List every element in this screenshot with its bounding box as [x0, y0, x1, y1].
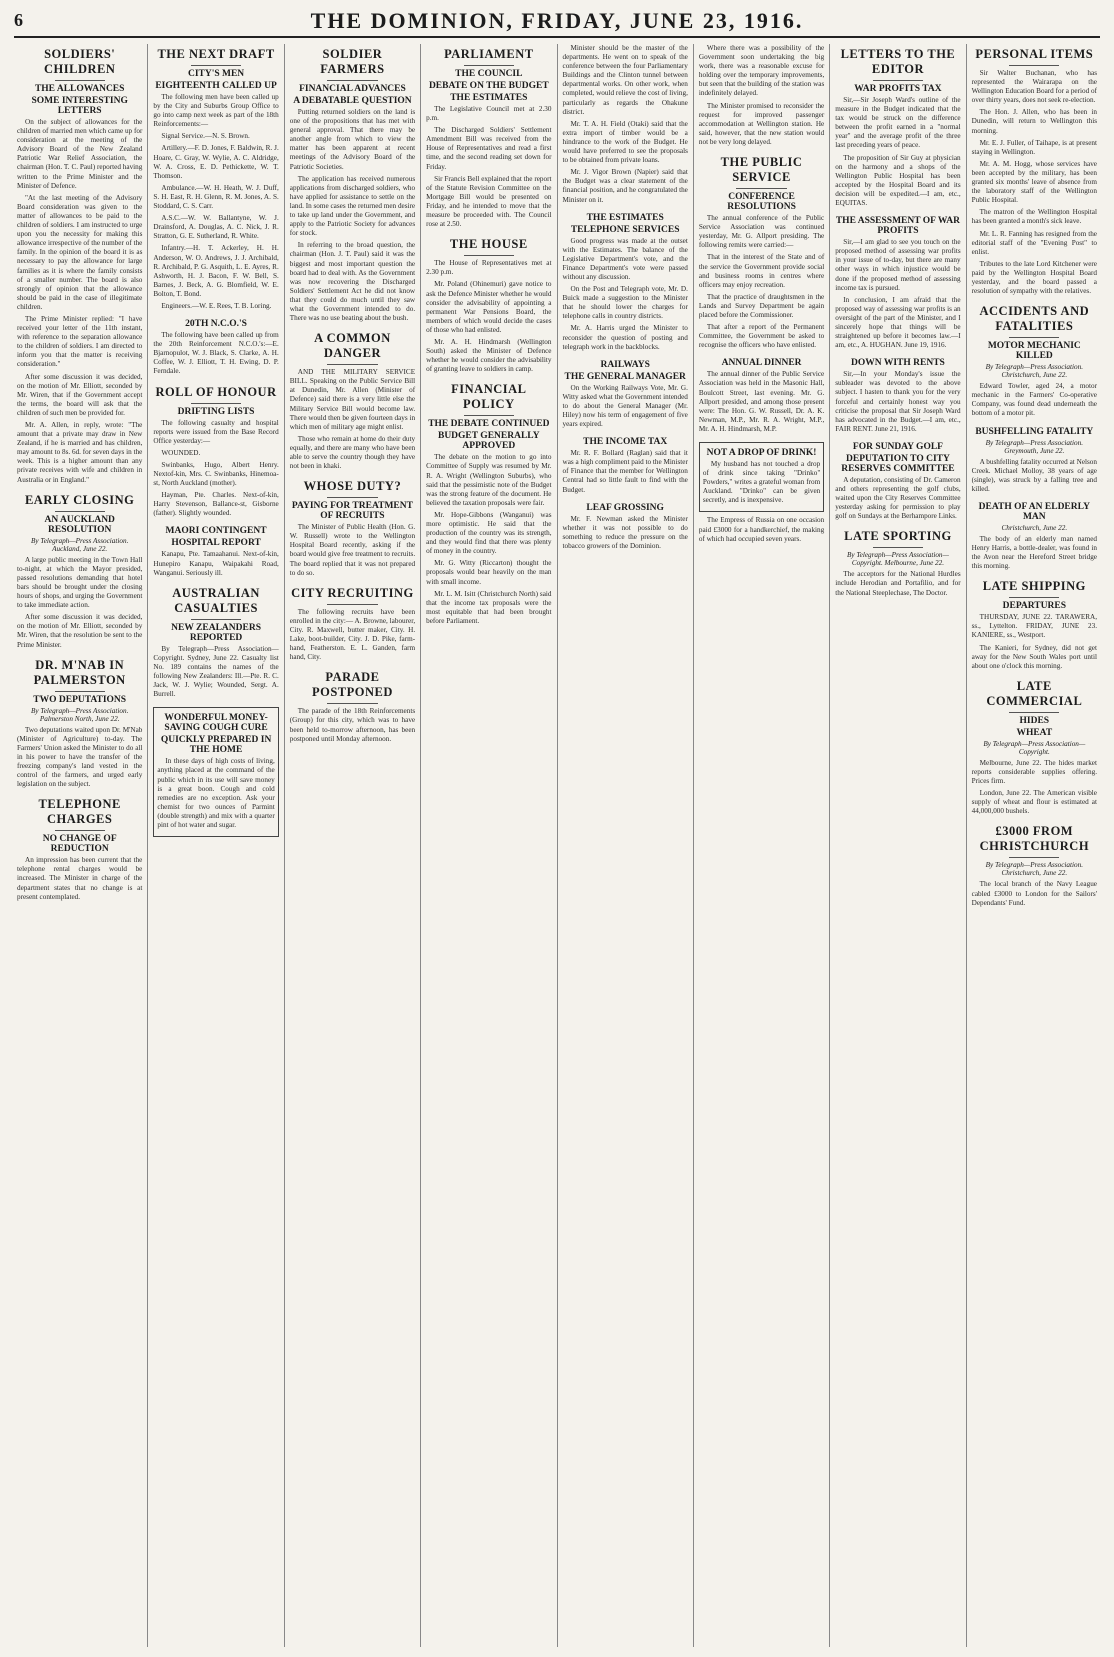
article-subheading: WONDERFUL MONEY-SAVING COUGH CURE [164, 713, 268, 734]
article-paragraph: On the Working Railways Vote, Mr. G. Witty asked what the Government intended to do about the General Manager (Mr. Hiley) now his term of engagement of five years expired. [562, 383, 688, 429]
headline-rule [873, 80, 923, 81]
article-subheading: EIGHTEENTH CALLED UP [155, 81, 277, 91]
article-byline: By Telegraph—Press Association. Auckland, June 22. [31, 536, 129, 553]
article [699, 358, 824, 434]
article-headline: FINANCIAL POLICY [451, 382, 527, 412]
article-paragraph: Kanapu, Pte. Tamaahanui. Next-of-kin, Hunepiro Kanapu, Waipakahi Road, Wanganui. Seriously ill. [153, 550, 279, 577]
article-subheading: NEW ZEALANDERS REPORTED [171, 622, 261, 643]
article-paragraph: London, June 22. The American visible supply of wheat and flour is estimated at 44,000,000 bushels. [971, 789, 1097, 816]
article-headline: LATE SHIPPING [982, 579, 1086, 594]
article-paragraph: That the practice of draughtsmen in the Lands and Survey Department be again placed before the Commissioner. [698, 292, 825, 319]
article [290, 331, 415, 471]
article-paragraph: The Empress of Russia on one occasion paid £3000 for a handkerchief, the making of which had occupied seven years. [698, 516, 825, 543]
article-subheading: SOME INTERESTING LETTERS [31, 96, 128, 116]
article-subheading: HOSPITAL REPORT [171, 538, 261, 549]
article [972, 304, 1097, 418]
article-subheading: DEPARTURES [1002, 601, 1066, 612]
article-subheading: CONFERENCE RESOLUTIONS [727, 192, 796, 213]
article-paragraph: A large public meeting in the Town Hall to-night, at which the Mayor presided, passed resolutions demanding that hotel bars should be brought under the closing hours of shops, and urging the Government to take immediate action. [17, 555, 143, 610]
article-subheading: 20TH N.C.O.'S [185, 319, 247, 330]
article-subheading: DEBATE ON THE BUDGET [428, 81, 549, 91]
article-headline: £3000 FROM CHRISTCHURCH [979, 824, 1090, 854]
article-paragraph: A bushfelling fatality occurred at Nelson Creek. Michael Molloy, 38 years of age (single), was struck by a falling tree and killed. [971, 457, 1097, 493]
headline-rule [464, 415, 514, 416]
article-subheading: DOWN WITH RENTS [851, 358, 945, 369]
article [835, 216, 960, 350]
article [153, 47, 278, 311]
article [699, 155, 824, 350]
article-headline: ROLL OF HONOUR [155, 384, 277, 399]
article-headline: DR. M'NAB IN PALMERSTON [33, 657, 126, 687]
article-subheading: THE ESTIMATES [450, 93, 528, 103]
article [17, 493, 142, 650]
article [290, 670, 415, 743]
article-paragraph: Where there was a possibility of the Government soon undertaking the big work, there was a reasonable excuse for holding over the temporary improvements, but seen that the building of the station was indefinitely delayed. [698, 44, 825, 98]
article-paragraph: The debate on the motion to go into Committee of Supply was resumed by Mr. R. A. Wright (Wellington Suburbs), who said that the pessimistic note of the Budget was the strong feature of the document. He believed the taxation proposals were fair. [426, 453, 552, 507]
article [426, 237, 551, 374]
article-paragraph: An impression has been current that the telephone rental charges would be increased. The Minister in charge of the department states that no change is at present contemplated. [17, 856, 143, 901]
article [835, 529, 960, 597]
article-paragraph: Sir,—Sir Joseph Ward's outline of the measure in the Budget indicated that the tax would be struck on the difference between the profit earned in a "normal year" and the average profit of the three last preceding years of peace. [835, 96, 961, 150]
article-paragraph: Edward Towler, aged 24, a motor mechanic in the Farmers' Co-operative Company, was found dead underneath the bottom of a motor pit. [971, 382, 1097, 418]
article-byline: By Telegraph—Press Association—Copyright. Melbourne, June 22. [846, 551, 949, 568]
article [972, 502, 1097, 571]
article-paragraph: Ambulance.—W. H. Heath, W. J. Duff, S. H. East, R. H. Glenn, R. M. Jones, A. S. Stoddard, C. S. Carr. [153, 183, 279, 211]
headline-rule [1009, 65, 1059, 66]
article-paragraph: The application has received numerous applications from discharged soldiers, who have applied for assistance to settle on the land. In some cases the returned men desire to take up land under the Government, and apply to the Patriotic Society for advances for stock. [289, 174, 416, 238]
article-headline: SOLDIER FARMERS [320, 47, 385, 76]
headline-rule [327, 604, 377, 605]
headline-rule [191, 65, 241, 66]
article-paragraph: Mr. E. J. Fuller, of Taihape, is at present staying in Wellington. [971, 138, 1097, 156]
column-3 [285, 44, 421, 1647]
article-subheading: A DEBATABLE QUESTION [293, 96, 412, 106]
article-paragraph: The Legislative Council met at 2.30 p.m. [426, 105, 552, 123]
article [835, 47, 960, 208]
headline-rule [1009, 857, 1059, 858]
article-headline: PERSONAL ITEMS [975, 47, 1094, 61]
article [563, 360, 688, 429]
masthead [14, 8, 1100, 38]
article [17, 797, 142, 901]
article-subheading: DRIFTING LISTS [177, 406, 255, 417]
article-subheading: NOT A DROP OF DRINK! [706, 448, 817, 458]
article [563, 503, 688, 551]
article-paragraph: Infantry.—H. T. Ackerley, H. H. Anderson, W. O. Andrews, J. J. Archibald, R. Archibald, P. G. Asquith, L. E. Ayres, R. Ashworth, H. J. Bacon, F. W. Bell, S. Barnes, J. Beck, A. G. Blomfield, W. E. Bolton, T. Bond. [153, 244, 279, 298]
article-paragraph: WOUNDED. [161, 448, 201, 457]
article-subheading: BUDGET GENERALLY APPROVED [437, 431, 540, 452]
article-subheading: FINANCIAL ADVANCES [299, 84, 406, 94]
article-headline: CITY RECRUITING [291, 585, 414, 600]
article [290, 479, 415, 578]
column-8 [967, 44, 1102, 1647]
article [153, 586, 278, 700]
article-headline: TELEPHONE CHARGES [38, 797, 121, 827]
article-paragraph: Two deputations waited upon Dr. M'Nab (Minister of Agriculture) to-day. The Farmers' Union asked the Minister to do all in his power to have the transfer of the freezing company's land vested in the control of the farmers, and urged early legislation on the subject. [17, 725, 143, 789]
article-byline: By Telegraph—Press Association. Palmerston North, June 22. [31, 706, 129, 723]
column-1 [12, 44, 148, 1647]
article-subheading: THE ASSESSMENT OF WAR PROFITS [835, 216, 961, 237]
article-subheading: THE COUNCIL [455, 69, 523, 79]
article-paragraph: Mr. F. Newman asked the Minister whether it was not possible to do something to reduce the pressure on the tobacco growers of the Dominion. [562, 514, 688, 550]
article-paragraph: Artillery.—F. D. Jones, F. Baldwin, R. J. Hoare, C. Gray, W. Wylie, A. C. Aldridge, W. A. Cross, E. D. Pethickette, W. T. Thomson. [153, 144, 279, 180]
article [972, 679, 1097, 817]
headline-rule [191, 403, 241, 404]
column-4 [421, 44, 557, 1647]
article-paragraph: The following have been called up from the 20th Reinforcement N.C.O.'s:—E. Bjarnopulot, W. J. Black, S. Clarke, A. H. Coffee, W. J. Elliott, T. H. Ewing, D. P. Ferndale. [153, 331, 279, 376]
article [426, 382, 551, 626]
article-subheading: THE ESTIMATES [586, 212, 664, 223]
article-subheading: ANNUAL DINNER [721, 358, 802, 369]
article-subheading: QUICKLY PREPARED IN THE HOME [160, 735, 272, 756]
article-paragraph: Mr. A. M. Hogg, whose services have been accepted by the military, has been granted six months' leave of absence from the laboratory staff of the Wellington Public Hospital. [971, 159, 1097, 205]
article [699, 44, 824, 147]
article [972, 47, 1097, 296]
article-paragraph: The Hon. J. Allen, who has been in Dunedin, will return to Wellington this morning. [971, 108, 1097, 135]
article-paragraph: Minister should be the master of the departments. He went on to speak of the conference between the four Parliamentary Buildings and the Clinton tunnel between departmental works. On other work, when completed, would relieve the cost of living, particularly as regards the Ohakune district. [562, 44, 688, 116]
advertisement [153, 707, 278, 837]
headline-rule [736, 188, 786, 189]
article [153, 319, 278, 376]
article-subheading: MAORI CONTINGENT [165, 526, 267, 537]
article-subheading: THE ALLOWANCES [34, 84, 125, 94]
headline-rule [327, 80, 377, 81]
article-paragraph: In conclusion, I am afraid that the proposed way of assessing war profits is an oversight of the part of the Minister, and I sincerely hope that things will be straightened up before it becomes law.—I am, etc., A. HUGHAN. June 19, 1916. [835, 295, 961, 350]
article-paragraph: Signal Service.—N. S. Brown. [161, 132, 250, 141]
article-subheading: THE INCOME TAX [583, 437, 668, 448]
column-2 [148, 44, 284, 1647]
article-subheading: LEAF GROSSING [586, 502, 664, 513]
article-headline: LATE SPORTING [844, 529, 952, 544]
article [835, 442, 960, 521]
page-number: 6 [14, 10, 23, 30]
article-paragraph: Swinbanks, Hugo, Albert Henry. Nextof-kin, Mrs. C. Swinbanks, Hinemoa-st, North Auckland (mother). [153, 460, 279, 488]
headline-rule [327, 703, 377, 704]
article-paragraph: Those who remain at home do their duty equally, and there are many who have been able to serve the country though they have not been in khaki. [289, 434, 416, 471]
column-6 [694, 44, 830, 1647]
article [290, 47, 415, 323]
article-paragraph: Mr. T. A. H. Field (Otaki) said that the extra import of timber would be a hindrance to the work of the Budget. He would have preferred to see the proposals to be obtained from private loans. [562, 119, 688, 165]
article-byline: By Telegraph—Press Association. Greymouth, June 22. [985, 438, 1083, 455]
article-byline: By Telegraph—Press Association. Christchurch, June 22. [985, 861, 1083, 878]
article-paragraph: Hayman, Pte. Charles. Next-of-kin, Harry Stevenson, Ballance-st, Gisborne (father). Slightly wounded. [153, 491, 279, 518]
article [972, 824, 1097, 907]
article-paragraph: A.S.C.—W. W. Ballantyne, W. J. Drainsford, A. Douglas, A. C. Nick, J. R. Stratton, G. E. Sutherland, R. White. [153, 214, 279, 241]
advertisement [699, 442, 824, 512]
article-subheading: TWO DEPUTATIONS [33, 694, 127, 705]
column-5 [558, 44, 694, 1647]
article-headline: THE PUBLIC SERVICE [720, 155, 803, 185]
article-subheading: WAR PROFITS TAX [854, 84, 942, 94]
article [563, 44, 688, 205]
article-paragraph: AND THE MILITARY SERVICE BILL. Speaking on the Public Service Bill at Dunedin, Mr. Allen (Minister of Defence) said there is a very little else the Military Service Bill would become law. There would then be given fourteen days in which men of military age might enlist. [289, 368, 416, 431]
article-paragraph: After some discussion it was decided, on the motion of Mr. Elliott, seconded by Mr. Wiren, that if the Government accept the terms, the board will ask that the children of such men be provided for. [17, 372, 143, 417]
article-byline: By Telegraph—Press Association—Copyright. [983, 739, 1086, 756]
article [699, 516, 824, 543]
article-headline: ACCIDENTS AND FATALITIES [979, 304, 1090, 334]
headline-rule [191, 619, 241, 620]
article-paragraph: Mr. A. Harris urged the Minister to reconsider the question of posting and telegraph work in the backblocks. [562, 324, 688, 351]
article-paragraph: The following recruits have been enrolled in the city:— A. Browne, labourer, City. R. Maxwell, butter maker, City. H. Lake, boot-builder, City. J. D. Pike, farm-hand, Featherston. E. L. Ganden, farm hand, City. [289, 607, 416, 662]
article-paragraph: The Kanieri, for Sydney, did not get away for the New South Wales port until about one o'clock this morning. [971, 643, 1097, 670]
headline-rule [55, 80, 105, 81]
article-paragraph: THURSDAY, JUNE 22. TARAWERA, ss., Lyttelton. FRIDAY, JUNE 23. KANIERE, ss., Westport. [971, 613, 1097, 640]
article-headline: EARLY CLOSING [24, 492, 135, 507]
article-paragraph: Sir Walter Buchanan, who has represented the Wairarapa on the Wellington Education Board for a period of over thirty years, does not seek re-election. [971, 69, 1097, 105]
article-byline: By Telegraph—Press Association. Christchurch, June 22. [985, 363, 1083, 380]
article-subheading: DEPUTATION TO CITY RESERVES COMMITTEE [841, 453, 955, 474]
article-paragraph: Tributes to the late Lord Kitchener were paid by the Wellington Hospital Board yesterday, and the board passed a resolution of sympathy with the relatives. [971, 259, 1097, 296]
article-headline: AUSTRALIAN CASUALTIES [172, 585, 260, 615]
article-headline: A COMMON DANGER [314, 331, 391, 361]
article-paragraph: My husband has not touched a drop of drink since taking "Drinko" Powders," writes a grateful woman from Auckland. "Drinko" can be given secretly, and is inexpensive. [702, 460, 821, 505]
article [17, 47, 142, 485]
article-paragraph: The matron of the Wellington Hospital has been granted a month's sick leave. [971, 208, 1097, 226]
headline-rule [464, 65, 514, 66]
article-paragraph: The annual dinner of the Public Service Association was held in the Masonic Hall, Boulcott Street, last evening. Mr. G. Allport presided, and among those present were: The Hon. G. W. Russell, Dr. A. K. Newman, M.P., Mr. R. A. Wright, M.P., Mr. A. H. Hindmarsh, M.P. [698, 370, 825, 433]
article-paragraph: Sir Francis Bell explained that the report of the Statute Revision Committee on the Mortgage Bill would be presented on Friday, and he intended to move that the measure be proceeded with. The Council rose at 2.50. [426, 174, 552, 229]
article-paragraph: Mr. G. Witty (Riccarton) thought the proposals would bear heavily on the man with small income. [426, 559, 552, 586]
article-paragraph: After some discussion it was decided, on the motion of Mr. Elliott, seconded by Mr. Wiren, that the resolution be sent to the Prime Minister. [17, 613, 143, 649]
article-paragraph: On the subject of allowances for the children of married men which came up for consideration at the meeting of the Advisory Board of the New Zealand Patriotic War Relief Association, the chairman (Hon. T. C. Paul) reported having written to the Prime Minister and the Minister of Defence. [17, 118, 143, 190]
article-paragraph: On the Post and Telegraph vote, Mr. D. Buick made a suggestion to the Minister that he should lower the charges for telephone calls in country districts. [562, 285, 688, 321]
article-paragraph: By Telegraph—Press Association—Copyright. Sydney, June 22. Casualty list No. 189 contains the names of the following New Zealanders: Ill.—Pte. R. C. Jack, W. J. Wylie; Wounded, Sergt. A. Burrell. [153, 644, 279, 699]
article-headline: PARADE POSTPONED [311, 670, 393, 700]
article-subheading: THE GENERAL MANAGER [564, 371, 686, 382]
article [563, 437, 688, 494]
article-paragraph: In these days of high costs of living, anything placed at the command of the public which in its use will save money is a great boon. Cough and cold remedies are no exception. Ask your chemist for two ounces of Parmint (double strength) and mix with a quarter pint of hot water and sugar. [157, 757, 275, 829]
article [972, 579, 1097, 671]
article-subheading: THE DEBATE CONTINUED [428, 419, 550, 430]
article-paragraph: The body of an elderly man named Henry Harris, a bottle-dealer, was found in the Avon near the Hereford Street bridge this morning. [971, 534, 1097, 571]
article-byline: Christchurch, June 22. [1001, 523, 1068, 532]
article-paragraph: The Discharged Soldiers' Settlement Amendment Bill was received from the House of Representatives and read a first time, and the second reading set down for Friday. [426, 126, 552, 171]
article-paragraph: The acceptors for the National Hurdles include Herodian and Portafilio, and for the National Steeplechase, The Doctor. [835, 570, 961, 597]
article-paragraph: Mr. J. Vigor Brown (Napier) said that the Budget was a clear statement of the financial position, and he congratulated the Minister on it. [562, 168, 688, 204]
article [153, 526, 278, 577]
article-paragraph: Mr. Poland (Ohinemuri) gave notice to ask the Defence Minister whether he would consider the advisability of appointing a permanent War Pensions Board, the members of which would decide the cases of those who had enlisted. [426, 280, 552, 334]
newspaper-title: THE DOMINION, FRIDAY, JUNE 23, 1916. [310, 8, 804, 33]
article-subheading: PAYING FOR TREATMENT OF RECRUITS [291, 501, 413, 522]
headline-rule [55, 511, 105, 512]
article-paragraph: That after a report of the Permanent Committee, the Government be asked to recognise the officers who have enlisted. [698, 323, 825, 350]
headline-rule [55, 830, 105, 831]
article-paragraph: Sir,—I am glad to see you touch on the proposed method of assessing war profits in your issue of to-day, but there are many other ways in which injustice would be done if the proposed method of assessing income tax is pursued. [835, 238, 961, 292]
article-subheading: RAILWAYS [600, 359, 650, 370]
headline-rule [55, 691, 105, 692]
article-headline: LATE COMMERCIAL [986, 678, 1083, 708]
headline-rule [327, 364, 377, 365]
article [290, 586, 415, 663]
article-paragraph: The annual conference of the Public Service Association was continued yesterday, Mr. G. Allport presiding. The following remits were carried:— [698, 214, 825, 250]
article [153, 385, 278, 519]
article-paragraph: Mr. L. R. Fanning has resigned from the editorial staff of the "Evening Post" to enlist. [971, 229, 1097, 256]
article-headline: THE HOUSE [449, 237, 528, 252]
article-paragraph: The Prime Minister replied: "I have received your letter of the 11th instant, with reference to the separation allowance to the children of soldiers. I am directed to inform you that the matter is receiving consideration." [17, 314, 143, 369]
article-paragraph: In referring to the broad question, the chairman (Hon. J. T. Paul) said it was the biggest and most important question the board had to deal with. As the Government was now recovering the Discharged Soldiers' Settlement Act he did not know that they could do much until they saw what the Government intended to do. There was no use beating about the bush. [289, 241, 416, 323]
article-paragraph: Mr. R. F. Bollard (Raglan) said that it was a high compliment paid to the Minister of Finance that the member for Wellington Central had so little fault to find with the Budget. [562, 449, 688, 494]
article [426, 47, 551, 229]
article-headline: SOLDIERS' CHILDREN [44, 47, 116, 76]
article-subheading: WHEAT [1016, 727, 1053, 738]
article-headline: THE NEXT DRAFT [157, 47, 275, 61]
article-subheading: NO CHANGE OF REDUCTION [42, 834, 117, 855]
article-paragraph: Putting returned soldiers on the land is one of the propositions that has met with general approval. That there may be another angle from which to view the matter has been apparent at recent meetings of the Advisory Board of the Patriotic Societies. [289, 108, 416, 171]
article-paragraph: The following casualty and hospital reports were issued from the Base Record Office yesterday:— [153, 418, 279, 445]
article-subheading: MOTOR MECHANIC KILLED [987, 341, 1081, 362]
article-paragraph: The proposition of Sir Guy at physician on the harmony and a shops of the Wellington Public Hospital has been accepted by the Hospital Board and its decision will be expedited.—I am, etc., EQUITAS. [835, 153, 961, 208]
article-paragraph: Good progress was made at the outset with the Estimates. The balance of the Legislative Department's vote, and the Finance Department's vote were passed without any discussion. [562, 236, 688, 281]
article-paragraph: Sir,—In your Monday's issue the subleader was devoted to the above subject. I hasten to thank you for the very forceful and certainly honest way you criticise the proposal that Sir Joseph Ward has advocated in the Budget.—I am, etc., FAIR RENT. June 21, 1916. [835, 370, 961, 433]
article [835, 358, 960, 434]
headline-rule [1009, 337, 1059, 338]
article-paragraph: The parade of the 18th Reinforcements (Group) for this city, which was to have been held to-morrow afternoon, has been postponed until Monday afternoon. [289, 707, 416, 743]
headline-rule [327, 497, 377, 498]
article [563, 213, 688, 352]
article-paragraph: The House of Representatives met at 2.30 p.m. [426, 259, 552, 277]
article-subheading: FOR SUNDAY GOLF [852, 441, 943, 452]
article-subheading: BUSHFELLING FATALITY [975, 426, 1094, 437]
article-headline: PARLIAMENT [444, 47, 534, 61]
article-subheading: HIDES [1019, 715, 1050, 726]
article-paragraph: Mr. A. Allen, in reply, wrote: "The amount that a private may draw in New Zealand, if he is married and has children, may amount to 8s. 6d. for seven days in the week. This is a higher amount than any private receives with wife and children in Australia or in England." [17, 421, 143, 484]
headline-rule [1009, 597, 1059, 598]
article-subheading: DEATH OF AN ELDERLY MAN [978, 501, 1090, 522]
article-paragraph: The Minister promised to reconsider the request for improved passenger accommodation at Wellington station. He said, however, that the new station would not be very long delayed. [698, 101, 825, 146]
article-paragraph: Mr. Hope-Gibbons (Wanganui) was more optimistic. He said that the production of the country was its strength, and they would find that there was plenty of money in the country. [426, 510, 552, 556]
article-subheading: TELEPHONE SERVICES [570, 224, 680, 235]
article-headline: WHOSE DUTY? [303, 479, 402, 494]
article-paragraph: "At the last meeting of the Advisory Board consideration was given to the matter of allowances to be paid to the children of soldiers. I am instructed to urge upon you the necessity for making this allowance irrespective of the number of the family. In the opinion of the board it is as necessary to pay the allowance for large families as it is where the family consists of a smaller number. The board is also strongly of opinion that the allowance should be paid in the case of illegitimate children. [17, 193, 143, 311]
article-paragraph: The Minister of Public Health (Hon. G. W. Russell) wrote to the Wellington Hospital Board recently, asking if the board would give free treatment to recruits. The board replied that it was not prepared to do so. [289, 523, 416, 577]
article [972, 427, 1097, 494]
article-subheading: AN AUCKLAND RESOLUTION [44, 514, 115, 535]
article-paragraph: The local branch of the Navy League cabled £3000 to London for the Sailors' Dependants' Fund. [971, 880, 1097, 907]
article-paragraph: That in the interest of the State and of the service the Government provide social and business rooms in centres where officers may enjoy recreation. [698, 253, 825, 289]
headline-rule [464, 255, 514, 256]
article-paragraph: Engineers.—W. E. Rees, T. B. Loring. [161, 301, 272, 310]
headline-rule [873, 547, 923, 548]
article-paragraph: Mr. L. M. Isitt (Christchurch North) said that the income tax proposals were the most equitable that had been brought before Parliament. [426, 589, 552, 625]
article-subheading: CITY'S MEN [187, 69, 245, 79]
column-7 [830, 44, 966, 1647]
article [17, 658, 142, 790]
article-paragraph: The following men have been called up by the City and Suburbs Group Office to go into camp next week as part of the 18th Reinforcements:— [153, 93, 279, 129]
article-paragraph: A deputation, consisting of Dr. Cameron and others representing the golf clubs, waited upon the City Reserves Committee yesterday asking for permission to play golf on Sundays at the Berhampore Links. [835, 475, 961, 521]
article-headline: LETTERS TO THE EDITOR [840, 47, 956, 76]
article-paragraph: Melbourne, June 22. The hides market reports considerable supplies offering. Prices firm. [971, 758, 1097, 786]
headline-rule [1009, 712, 1059, 713]
article-paragraph: Mr. A. H. Hindmarsh (Wellington South) asked the Minister of Defence whether he would consider the advisability of granting leave to soldiers in camp. [426, 337, 552, 374]
newspaper-columns [12, 44, 1102, 1647]
